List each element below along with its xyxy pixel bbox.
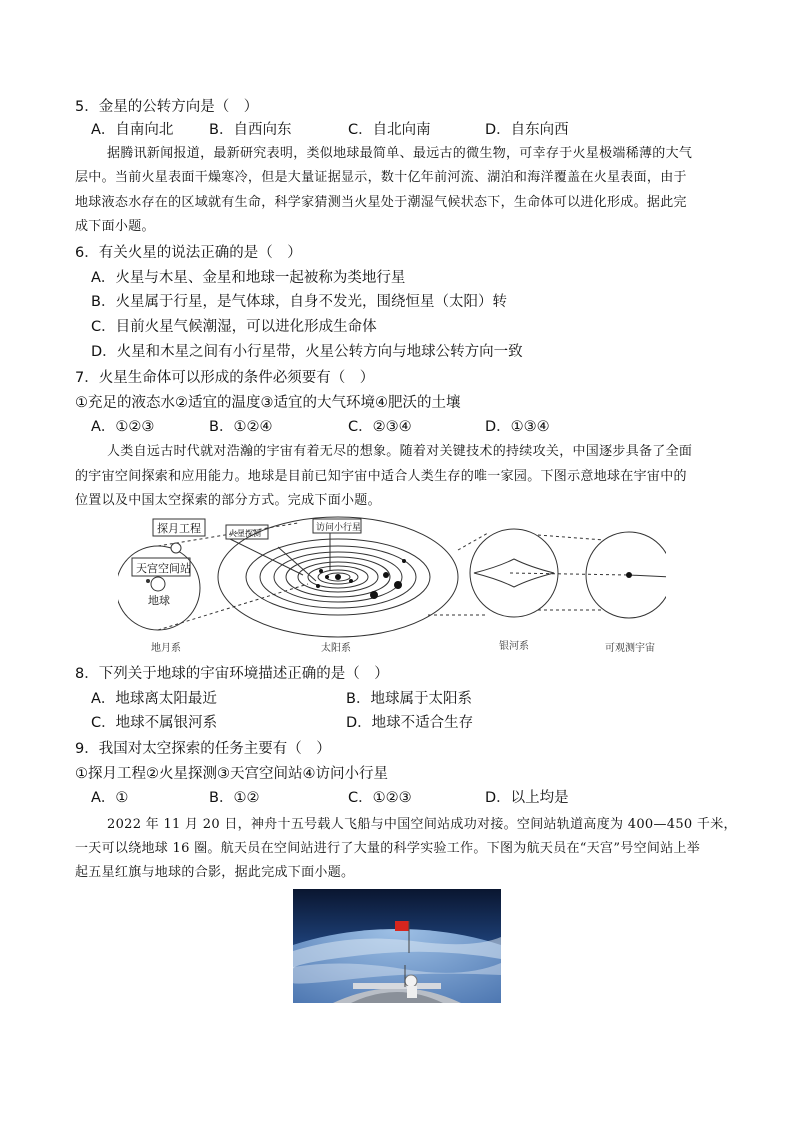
q8-option-d: D．地球不适合生存 xyxy=(346,715,474,731)
q5-option-b: B．自西向东 xyxy=(209,122,292,138)
q7-option-c: C．②③④ xyxy=(348,419,412,435)
q8-option-b: B．地球属于太阳系 xyxy=(346,691,472,707)
q7-conditions: ①充足的液态水②适宜的温度③适宜的大气环境④肥沃的土壤 xyxy=(75,395,461,411)
q7-option-d: D．①③④ xyxy=(485,419,550,435)
q9-option-a: A．① xyxy=(91,790,129,806)
passage2-line-1: 人类自远古时代就对浩瀚的宇宙有着无尽的想象。随着对关键技术的持续攻关，中国逐步具备了全面 xyxy=(107,444,693,459)
q7-option-b: B．①②④ xyxy=(209,419,273,435)
passage3-line-3: 起五星红旗与地球的合影，据此完成下面小题。 xyxy=(75,865,355,880)
q5-stem: 5．金星的公转方向是（ ） xyxy=(75,99,259,115)
solar-system-label: 太阳系 xyxy=(321,643,351,654)
lunar-project-label: 探月工程 xyxy=(157,522,201,535)
passage3-line-2: 一天可以绕地球 16 圈。航天员在空间站进行了大量的科学实验工作。下图为航天员在“天宫”号空间站上举 xyxy=(75,841,701,856)
q5-option-d: D．自东向西 xyxy=(485,122,569,138)
observable-universe-label: 可观测宇宙 xyxy=(605,643,655,654)
q8-option-c: C．地球不属银河系 xyxy=(91,715,218,731)
passage3-line-1: 2022 年 11 月 20 日，神舟十五号载人飞船与中国空间站成功对接。空间站轨道高度为 400—450 千米， xyxy=(107,817,737,832)
q5-option-a: A．自南向北 xyxy=(91,122,174,138)
q7-option-a: A．①②③ xyxy=(91,419,155,435)
q9-option-b: B．①② xyxy=(209,790,260,806)
passage2-line-3: 位置以及中国太空探索的部分方式。完成下面小题。 xyxy=(75,493,381,508)
q6-option-c: C．目前火星气候潮湿，可以进化形成生命体 xyxy=(91,319,377,335)
passage2-line-2: 的宇宙空间探索和应用能力。地球是目前已知宇宙中适合人类生存的唯一家园。下图示意地球在宇宙中的 xyxy=(75,469,687,484)
passage1-line-2: 层中。当前火星表面干燥寒冷，但是大量证据显示，数十亿年前河流、湖泊和海洋覆盖在火星表面，由于 xyxy=(75,170,687,185)
sun-icon xyxy=(335,574,341,580)
passage1-line-4: 成下面小题。 xyxy=(75,219,155,234)
asteroid-visit-label: 访问小行星 xyxy=(316,523,362,533)
q9-option-d: D．以上均是 xyxy=(485,790,569,806)
q8-stem: 8．下列关于地球的宇宙环境描述正确的是（ ） xyxy=(75,666,389,682)
earth-label: 地球 xyxy=(148,594,170,607)
q9-stem: 9．我国对太空探索的任务主要有（ ） xyxy=(75,741,331,757)
milky-way-label: 银河系 xyxy=(499,641,529,652)
q9-conditions: ①探月工程②火星探测③天宫空间站④访问小行星 xyxy=(75,766,388,782)
milky-way-circle xyxy=(470,529,558,617)
q9-option-c: C．①②③ xyxy=(348,790,412,806)
earth-moon-system-label: 地月系 xyxy=(151,643,181,654)
q8-option-a: A．地球离太阳最近 xyxy=(91,691,217,707)
passage1-line-1: 据腾讯新闻报道，最新研究表明，类似地球最简单、最远古的微生物，可幸存于火星极端稀薄的大气 xyxy=(107,146,693,161)
tiangong-label: 天宫空间站 xyxy=(136,562,191,575)
passage1-line-3: 地球液态水存在的区域就有生命，科学家猜测当火星处于潮湿气候状态下，生命体可以进化形成。据此完 xyxy=(75,195,687,210)
q6-stem: 6．有关火星的说法正确的是（ ） xyxy=(75,245,302,261)
q6-option-b: B．火星属于行星，是气体球，自身不发光，围绕恒星（太阳）转 xyxy=(91,294,507,310)
q7-stem: 7．火星生命体可以形成的条件必须要有（ ） xyxy=(75,370,375,386)
earth-icon xyxy=(151,577,165,591)
mars-probe-label: 火星探测 xyxy=(229,529,261,538)
q5-option-c: C．自北向南 xyxy=(348,122,431,138)
red-flag-icon xyxy=(395,921,409,931)
q6-option-a: A．火星与木星、金星和地球一起被称为类地行星 xyxy=(91,270,406,286)
q6-option-d: D．火星和木星之间有小行星带，火星公转方向与地球公转方向一致 xyxy=(91,344,523,360)
astronaut-flag-photo xyxy=(293,889,501,1003)
cosmos-diagram xyxy=(118,515,666,663)
